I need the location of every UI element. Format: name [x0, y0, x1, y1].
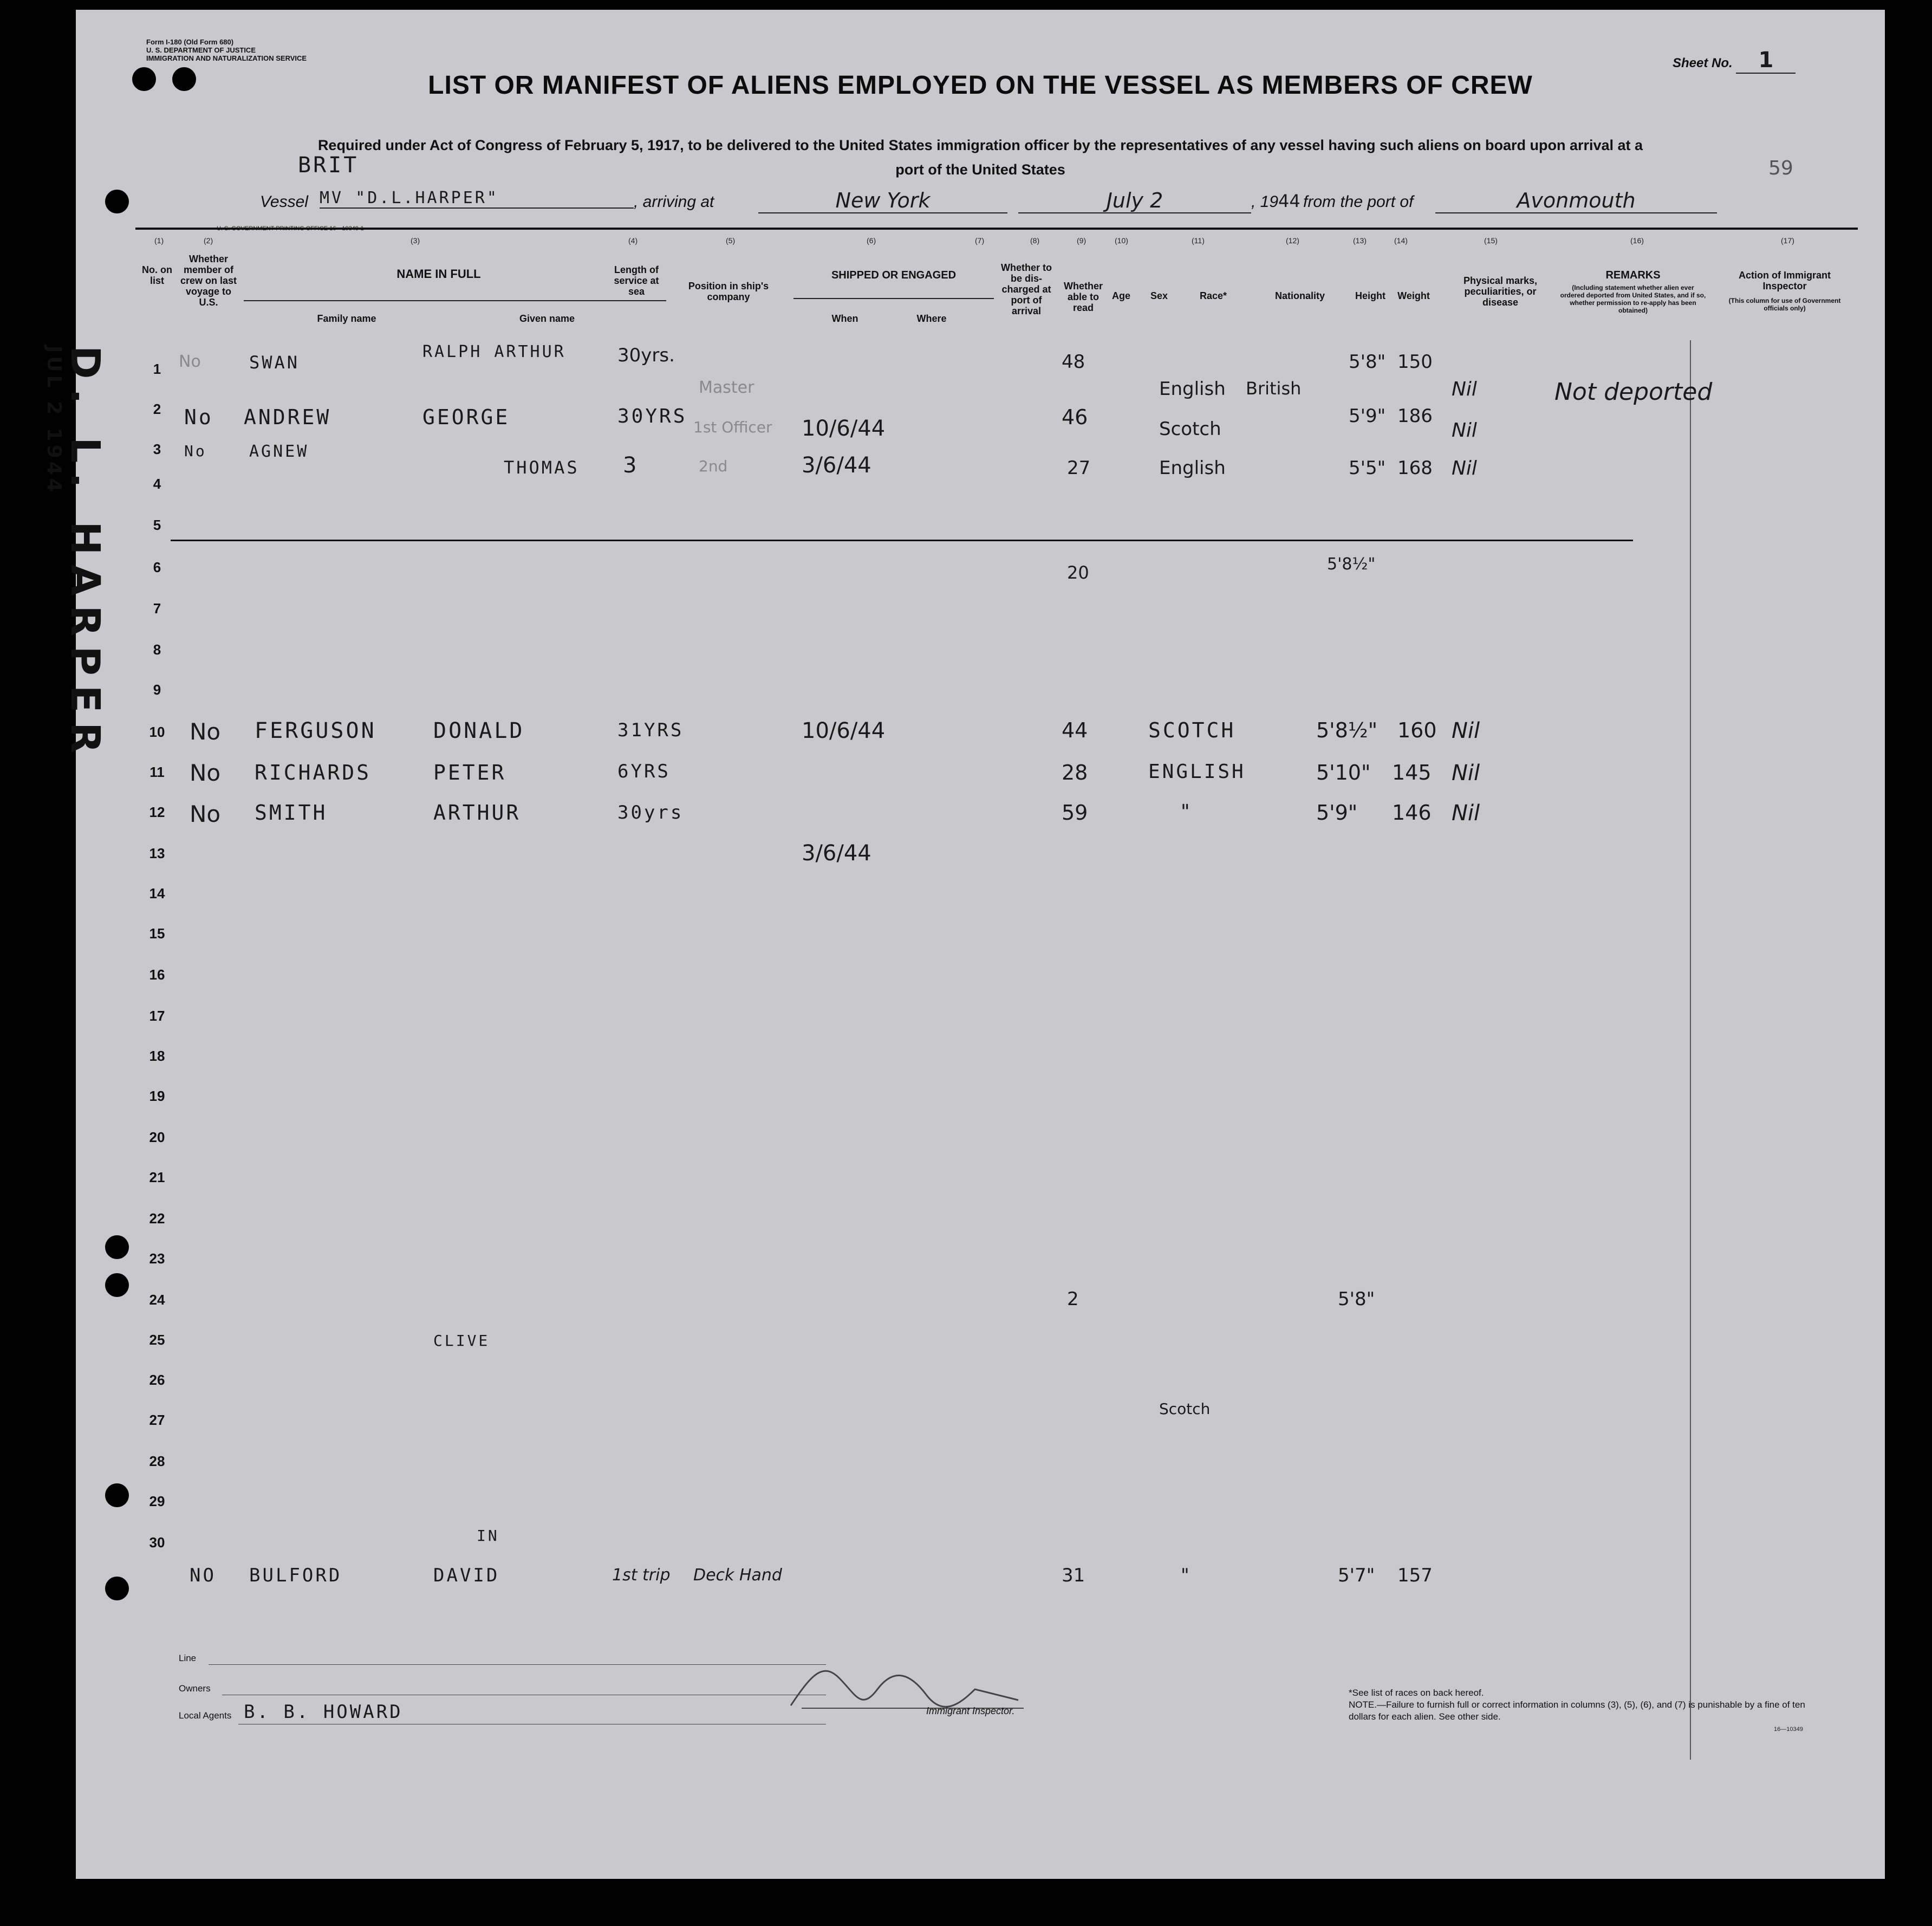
- marks-cell: Nil: [1452, 718, 1480, 743]
- requirement-line-1: Required under Act of Congress of February 5, 1917, to be delivered to the United States immigration officer by the representatives of any vessel having such aliens on board upon arrival at a: [317, 137, 1643, 153]
- punch-hole: [105, 1483, 129, 1507]
- voyage-cell: No: [190, 760, 221, 786]
- remarks-divider-line: [1690, 340, 1691, 1760]
- margin-vessel-name: D. L. HARPER: [62, 346, 108, 763]
- form-code: 16—10349: [1774, 1726, 1803, 1733]
- column-number: (3): [411, 236, 420, 245]
- nationality-cell: British: [1246, 378, 1302, 399]
- row-number: 17: [149, 1008, 165, 1024]
- header-shipped-engaged: SHIPPED OR ENGAGED: [831, 269, 957, 281]
- age-cell: 59: [1062, 801, 1088, 825]
- sheet-value: 1: [1736, 48, 1796, 74]
- header-when: When: [831, 313, 858, 324]
- service-cell: 31YRS: [617, 719, 684, 741]
- sheet-label: Sheet No.: [1673, 56, 1733, 70]
- column-number: (12): [1286, 236, 1299, 245]
- header-action-detail: (This column for use of Government officials only): [1728, 297, 1841, 312]
- name-header-rule: [244, 300, 666, 301]
- column-number: (17): [1781, 236, 1794, 245]
- when-cell: 3/6/44: [802, 453, 871, 478]
- column-number: (11): [1192, 236, 1205, 245]
- agents-value: B. B. HOWARD: [244, 1701, 403, 1723]
- race-cell: Scotch: [1159, 1400, 1211, 1418]
- punch-hole: [105, 1235, 129, 1259]
- given-name-cell: DONALD: [433, 718, 525, 743]
- header-race: Race*: [1199, 290, 1227, 301]
- race-cell: ": [1181, 1565, 1189, 1586]
- family-name-cell: SMITH: [255, 801, 328, 825]
- voyage-cell: NO: [190, 1565, 216, 1586]
- row-number: 22: [149, 1210, 165, 1227]
- marks-cell: Nil: [1452, 761, 1480, 786]
- row-number: 25: [149, 1332, 165, 1348]
- age-cell: 31: [1062, 1565, 1085, 1586]
- family-name-cell: ANDREW: [244, 405, 331, 429]
- row-number: 6: [153, 559, 161, 575]
- column-number: (5): [726, 236, 736, 245]
- given-name-cell: PETER: [433, 761, 506, 784]
- marks-cell: Nil: [1452, 801, 1480, 826]
- row-number: 13: [149, 845, 165, 861]
- row-number: 28: [149, 1453, 165, 1469]
- footer-notes: [1349, 1687, 1809, 1723]
- weight-cell: 157: [1397, 1565, 1433, 1586]
- given-name-cell: RALPH ARTHUR: [422, 342, 566, 361]
- height-cell: 5'8": [1349, 351, 1386, 373]
- row-number: 7: [153, 600, 161, 617]
- vessel-line: [260, 189, 1831, 216]
- header-sex: Sex: [1150, 290, 1168, 301]
- race-cell: ": [1181, 801, 1190, 823]
- family-name-cell: BULFORD: [249, 1565, 342, 1586]
- family-name-cell: FERGUSON: [255, 718, 376, 743]
- column-number: (10): [1115, 236, 1128, 245]
- weight-cell: 145: [1392, 761, 1432, 784]
- service-cell: 6YRS: [617, 761, 671, 782]
- manifest-page: [43, 10, 1885, 1879]
- column-number: (14): [1394, 236, 1408, 245]
- header-nationality: Nationality: [1274, 290, 1325, 301]
- row-number: 3: [153, 441, 161, 457]
- header-position: Position in ship's company: [688, 281, 769, 302]
- row-number: 12: [149, 804, 165, 820]
- race-cell: SCOTCH: [1148, 718, 1236, 742]
- header-family-name: Family name: [317, 313, 376, 324]
- given-name-cell: CLIVE: [433, 1332, 490, 1350]
- row-number: 11: [149, 764, 165, 780]
- height-cell: 5'5": [1349, 457, 1386, 479]
- service-cell: 30yrs.: [617, 345, 675, 366]
- row-number: 19: [149, 1088, 165, 1104]
- height-cell: 5'8½": [1327, 555, 1376, 574]
- service-cell: 1st trip: [612, 1566, 671, 1585]
- age-cell: 46: [1062, 405, 1088, 429]
- age-cell: 27: [1067, 457, 1091, 479]
- weight-cell: 160: [1397, 718, 1437, 742]
- row-number: 8: [153, 641, 161, 658]
- owners-label: Owners: [179, 1683, 211, 1694]
- race-cell: English: [1159, 457, 1226, 479]
- header-discharged: Whether to be dis-charged at port of arrival: [1001, 262, 1052, 316]
- row-number: 15: [149, 925, 165, 942]
- race-cell: Scotch: [1159, 418, 1221, 440]
- header-last-voyage: Whether member of crew on last voyage to U.S.: [180, 254, 237, 308]
- height-cell: 5'9": [1349, 405, 1386, 427]
- inspector-label: Immigrant Inspector.: [926, 1705, 1015, 1716]
- voyage-cell: No: [190, 801, 221, 827]
- arriving-label: , arriving at: [634, 193, 714, 211]
- family-name-cell: AGNEW: [249, 442, 309, 461]
- line-underline: [209, 1664, 826, 1665]
- height-cell: 5'10": [1316, 761, 1371, 784]
- header-where: Where: [916, 313, 947, 324]
- margin-date-stamp: JUL 2 1944: [43, 346, 65, 495]
- family-name-cell: RICHARDS: [255, 761, 372, 784]
- weight-cell: 150: [1397, 351, 1433, 373]
- given-name-cell: THOMAS: [504, 457, 580, 478]
- position-cell: 2nd: [699, 457, 728, 475]
- row-number: 24: [149, 1292, 165, 1308]
- arrival-year: 44: [1278, 191, 1300, 211]
- page-title: LIST OR MANIFEST OF ALIENS EMPLOYED ON THE VESSEL AS MEMBERS OF CREW: [428, 71, 1533, 100]
- punch-hole: [105, 1577, 129, 1600]
- marks-cell: Nil: [1452, 378, 1477, 400]
- race-cell: ENGLISH: [1148, 761, 1246, 783]
- column-number: (4): [628, 236, 638, 245]
- weight-cell: 186: [1397, 405, 1433, 427]
- height-cell: 5'8": [1338, 1288, 1375, 1310]
- row-number: 9: [153, 682, 161, 698]
- department-name: U. S. DEPARTMENT OF JUSTICE: [146, 46, 256, 54]
- column-number: (15): [1484, 236, 1498, 245]
- age-cell: 2: [1067, 1288, 1079, 1310]
- row-number: 1: [153, 361, 161, 377]
- column-number: (9): [1077, 236, 1087, 245]
- race-cell: English: [1159, 378, 1226, 400]
- service-cell: 30YRS: [617, 405, 687, 427]
- given-name-cell: GEORGE: [422, 405, 510, 429]
- voyage-cell: No: [184, 405, 213, 429]
- column-number: (2): [204, 236, 213, 245]
- service-cell: 3: [623, 453, 637, 478]
- row-number: 30: [149, 1534, 165, 1551]
- header-able-to-read: Whether able to read: [1064, 281, 1103, 313]
- row-number: 5: [153, 517, 161, 533]
- age-cell: 28: [1062, 761, 1088, 784]
- header-action: Action of Immigrant Inspector: [1739, 270, 1831, 291]
- year-prefix: , 19: [1251, 193, 1279, 211]
- vessel-name: MV "D.L.HARPER": [320, 189, 634, 209]
- row-number: 10: [149, 724, 165, 740]
- height-cell: 5'7": [1338, 1565, 1375, 1586]
- column-number: (6): [867, 236, 876, 245]
- voyage-cell: No: [179, 352, 201, 371]
- row-number: 23: [149, 1250, 165, 1267]
- weight-cell: 146: [1392, 801, 1432, 825]
- when-cell: 3/6/44: [802, 841, 871, 866]
- race-note: *See list of races on back hereof.: [1349, 1688, 1484, 1698]
- age-cell: 48: [1062, 351, 1085, 373]
- age-cell: 20: [1067, 562, 1089, 583]
- height-cell: 5'9": [1316, 801, 1358, 825]
- header-name-in-full: NAME IN FULL: [396, 267, 481, 281]
- column-number: (7): [975, 236, 985, 245]
- row-number: 26: [149, 1372, 165, 1388]
- given-name-cell: DAVID: [433, 1565, 500, 1586]
- position-cell: Master: [699, 378, 754, 397]
- row-number: 16: [149, 967, 165, 983]
- form-number: Form I-180 (Old Form 680): [146, 38, 234, 46]
- column-number: (13): [1353, 236, 1367, 245]
- column-number: (1): [154, 236, 164, 245]
- row-number: 20: [149, 1129, 165, 1145]
- voyage-cell: No: [190, 718, 221, 745]
- header-length-service: Length of service at sea: [614, 264, 659, 297]
- header-given-name: Given name: [519, 313, 575, 324]
- given-name-cell: ARTHUR: [433, 801, 521, 825]
- height-cell: 5'8½": [1316, 718, 1378, 742]
- from-port-label: from the port of: [1303, 193, 1414, 211]
- age-cell: 44: [1062, 718, 1088, 742]
- position-cell: 1st Officer: [693, 418, 772, 436]
- when-cell: 10/6/44: [802, 416, 886, 441]
- marks-cell: Nil: [1452, 457, 1477, 479]
- vessel-label: Vessel: [260, 193, 308, 211]
- agents-label: Local Agents: [179, 1710, 232, 1721]
- shipped-header-rule: [793, 298, 994, 299]
- requirement-line-2: port of the United States: [895, 161, 1065, 178]
- row-number: 21: [149, 1169, 165, 1185]
- failure-note: NOTE.—Failure to furnish full or correct information in columns (3), (5), (6), and (7) is punishable by a fine of ten dollars for each alien. See other side.: [1349, 1700, 1805, 1722]
- header-age: Age: [1111, 290, 1130, 301]
- remarks-cell: Not deported: [1554, 378, 1713, 406]
- header-top-rule: [135, 228, 1858, 230]
- form-identification: [146, 38, 307, 62]
- family-name-cell: SWAN: [249, 352, 300, 373]
- departure-port: Avonmouth: [1435, 189, 1717, 213]
- line-label: Line: [179, 1653, 197, 1663]
- row-number: 14: [149, 885, 165, 902]
- row-number: 29: [149, 1493, 165, 1509]
- column-number: (16): [1630, 236, 1644, 245]
- header-remarks: REMARKS: [1605, 269, 1661, 281]
- header-weight: Weight: [1397, 290, 1430, 301]
- row-number: 4: [153, 476, 161, 492]
- row-five-rule: [171, 540, 1633, 541]
- vessel-nationality: BRIT: [298, 153, 359, 178]
- service-name: IMMIGRATION AND NATURALIZATION SERVICE: [146, 54, 307, 62]
- header-physical-marks: Physical marks, peculiarities, or disease: [1463, 275, 1538, 308]
- sheet-number: [1673, 48, 1796, 74]
- row-number: 18: [149, 1048, 165, 1064]
- column-number: (8): [1030, 236, 1040, 245]
- header-height: Height: [1355, 290, 1385, 301]
- when-cell: 10/6/44: [802, 718, 886, 743]
- position-cell: Deck Hand: [693, 1566, 782, 1585]
- header-no-on-list: No. on list: [142, 264, 172, 286]
- arrival-date: July 2: [1018, 189, 1251, 213]
- marks-cell: Nil: [1452, 419, 1477, 442]
- arrival-port: New York: [758, 189, 1007, 213]
- header-remarks-detail: (Including statement whether alien ever ordered deported from United States, and if so, whether permission to re-apply has been obtained): [1560, 284, 1706, 314]
- punch-hole: [105, 1273, 129, 1297]
- row-number: 27: [149, 1412, 165, 1428]
- weight-cell: 168: [1397, 457, 1433, 479]
- service-cell: 30yrs: [617, 802, 684, 823]
- row-number: 2: [153, 401, 161, 417]
- line-field: [179, 1652, 395, 1664]
- voyage-cell: No: [184, 442, 207, 460]
- page-number: 59: [1768, 157, 1793, 179]
- punch-hole: [105, 190, 129, 213]
- given-name-cell: IN: [477, 1527, 499, 1545]
